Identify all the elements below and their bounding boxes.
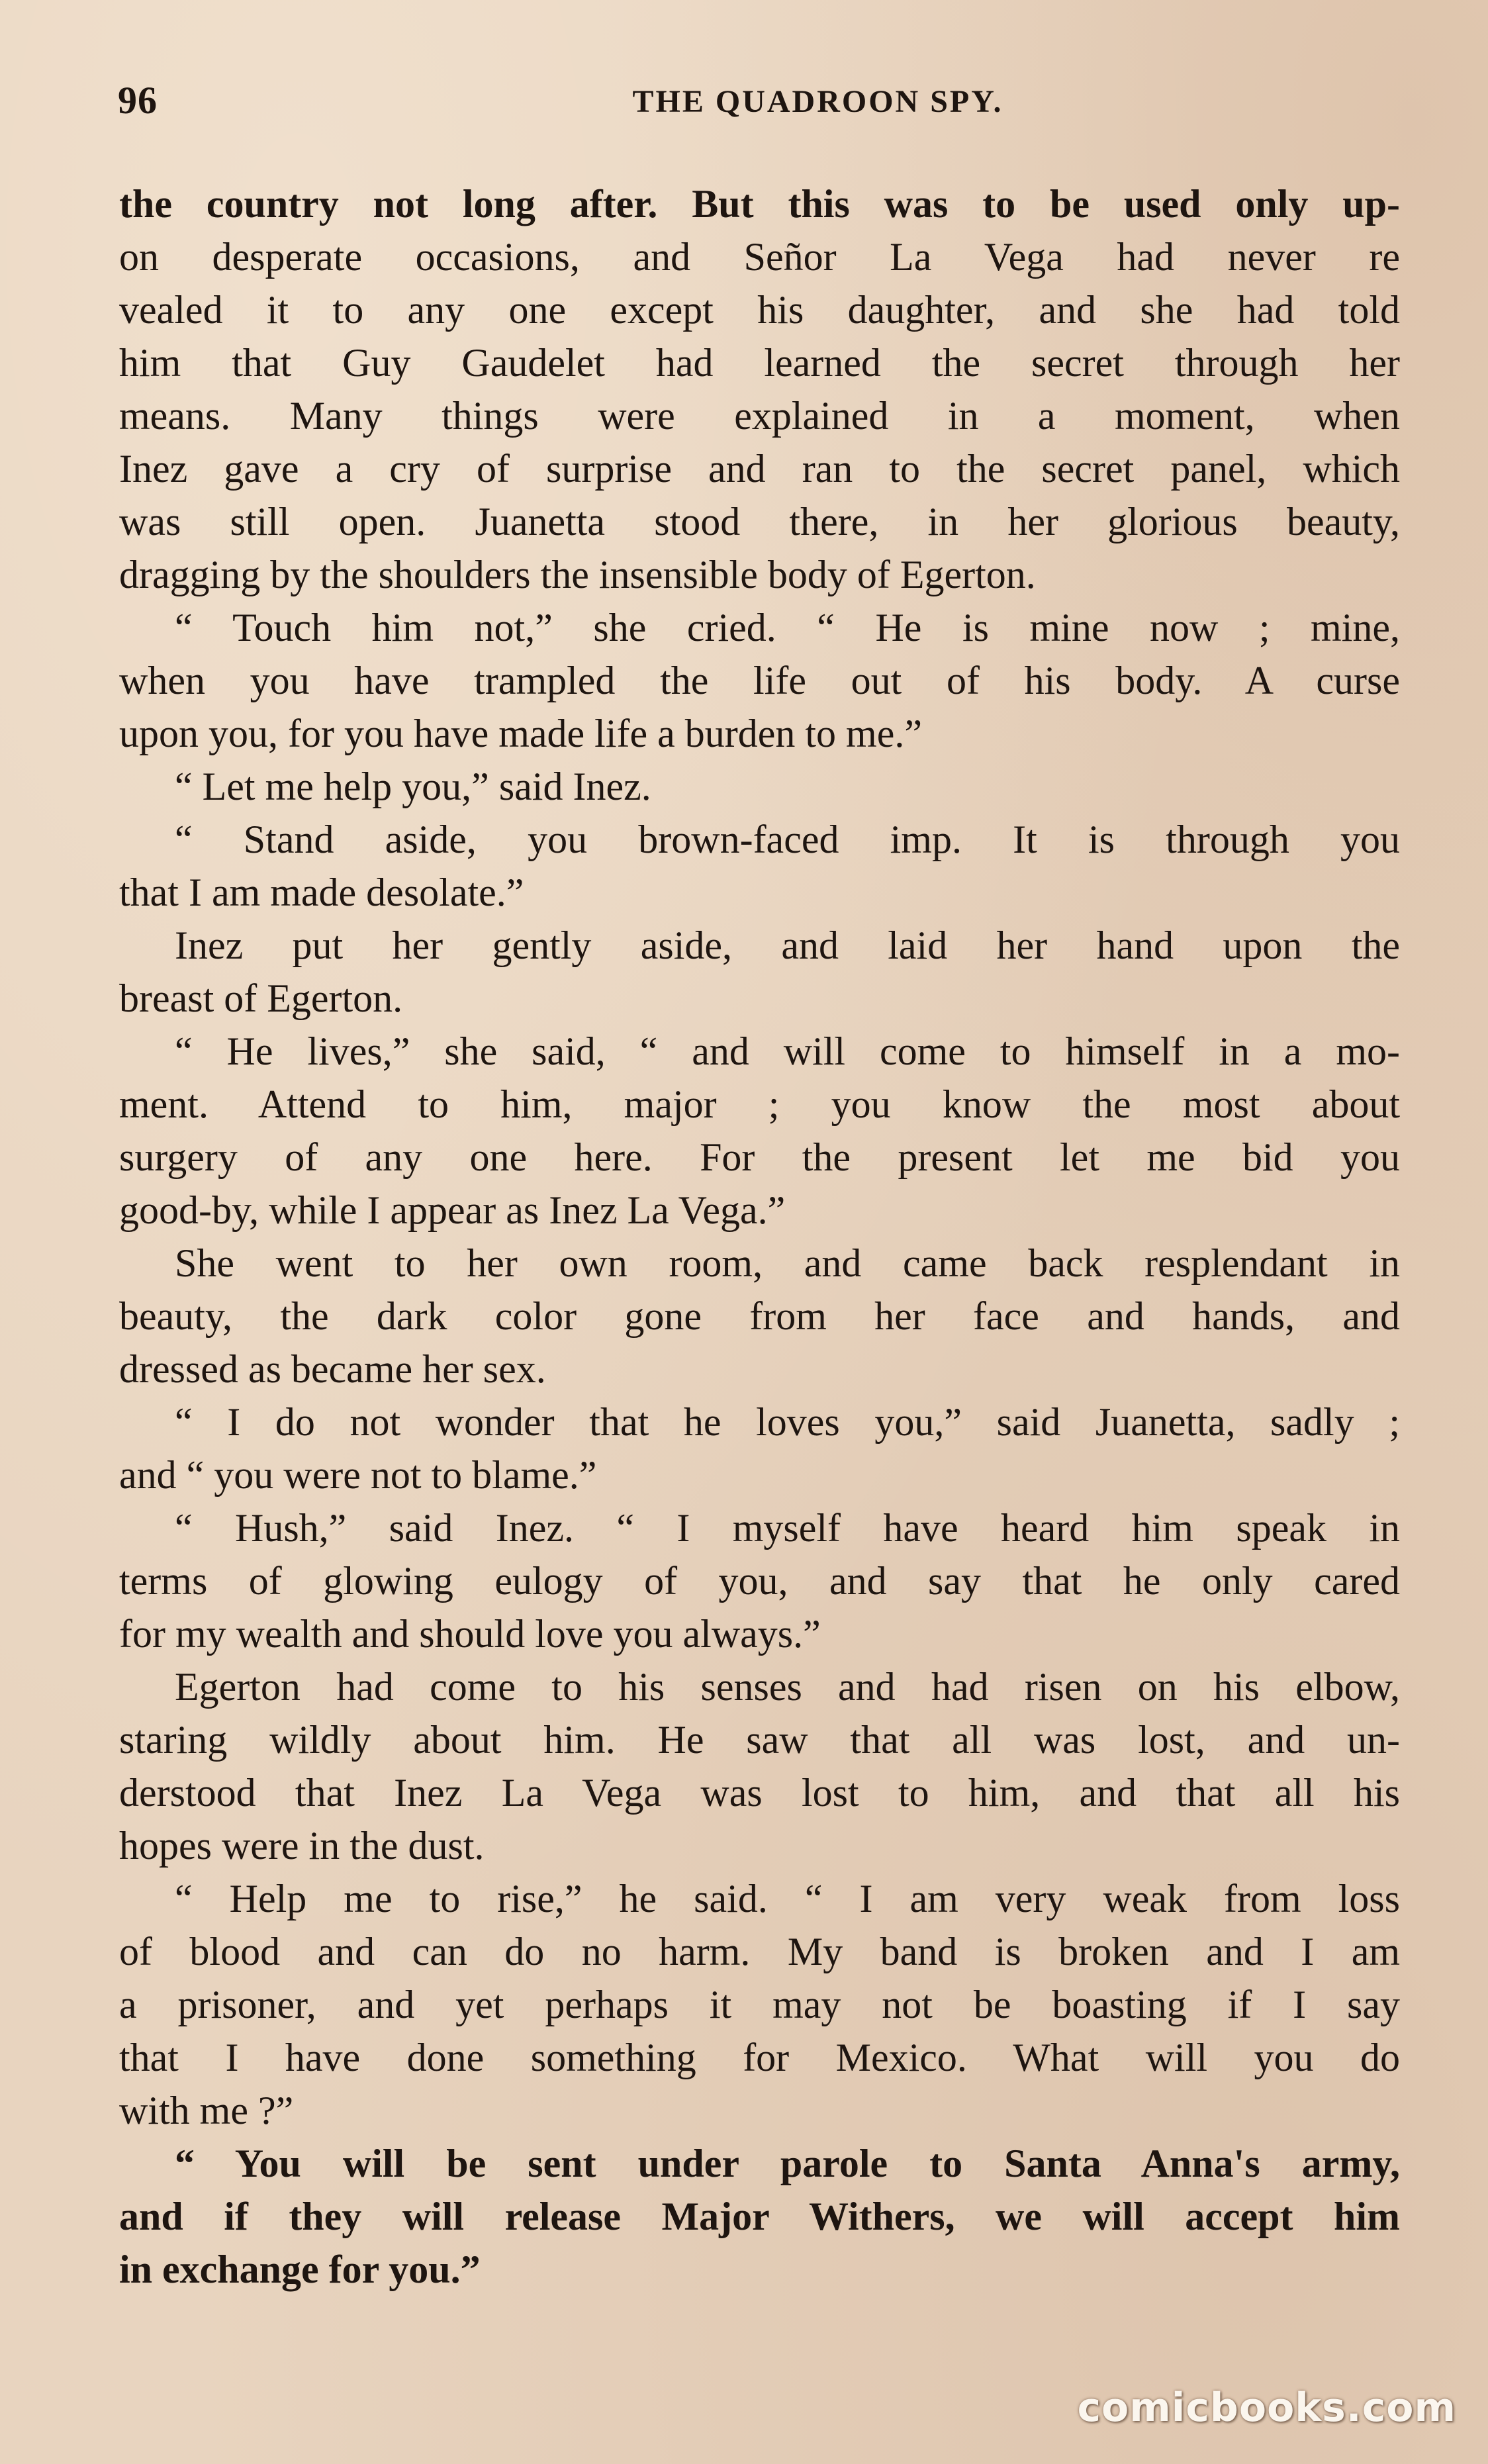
text-line: of blood and can do no harm. My band is broken and I am [119, 1930, 1400, 1973]
watermark-logo: comicbooks.com [1077, 2385, 1456, 2431]
text-line: a prisoner, and yet perhaps it may not be boasting if I say [119, 1983, 1400, 2026]
text-line: the country not long after. But this was to be used only up- [119, 182, 1400, 226]
text-line: and if they will release Major Withers, we will accept him [119, 2195, 1400, 2238]
text-line: “ Help me to rise,” he said. “ I am very weak from loss [175, 1877, 1400, 1920]
text-line: “ Stand aside, you brown-faced imp. It is through you [175, 818, 1400, 861]
text-line: “ Hush,” said Inez. “ I myself have heard him speak in [175, 1506, 1400, 1550]
text-line: dressed as became her sex. [119, 1347, 546, 1391]
page-header [118, 78, 1399, 124]
text-line: Inez gave a cry of surprise and ran to the secret panel, which [119, 447, 1400, 491]
text-line: terms of glowing eulogy of you, and say that he only cared [119, 1559, 1400, 1603]
body-text [119, 177, 1400, 2296]
text-line: upon you, for you have made life a burden to me.” [119, 712, 922, 755]
text-line: breast of Egerton. [119, 976, 403, 1020]
text-line: vealed it to any one except his daughter, and she had told [119, 288, 1400, 332]
text-line: with me ?” [119, 2089, 294, 2132]
text-line: “ You will be sent under parole to Santa Anna's army, [175, 2142, 1400, 2185]
running-head: THE QUADROON SPY. [632, 84, 1003, 119]
text-line: “ Let me help you,” said Inez. [175, 765, 651, 808]
text-line: was still open. Juanetta stood there, in her glorious beauty, [119, 500, 1400, 544]
text-line: that I have done something for Mexico. What will you do [119, 2036, 1400, 2079]
text-line: when you have trampled the life out of his body. A curse [119, 659, 1400, 702]
text-line: “ I do not wonder that he loves you,” said Juanetta, sadly ; [175, 1400, 1400, 1444]
text-line: and “ you were not to blame.” [119, 1453, 597, 1497]
text-line: on desperate occasions, and Señor La Vega had never re [119, 235, 1400, 279]
text-line: surgery of any one here. For the present let me bid you [119, 1135, 1400, 1179]
text-line: derstood that Inez La Vega was lost to him, and that all his [119, 1771, 1400, 1815]
text-line: ment. Attend to him, major ; you know the most about [119, 1082, 1400, 1126]
text-line: Inez put her gently aside, and laid her hand upon the [175, 924, 1400, 967]
text-line: that I am made desolate.” [119, 871, 524, 914]
text-line: Egerton had come to his senses and had risen on his elbow, [175, 1665, 1400, 1709]
text-line: staring wildly about him. He saw that all was lost, and un- [119, 1718, 1400, 1762]
text-line: good-by, while I appear as Inez La Vega.” [119, 1188, 786, 1232]
text-line: “ He lives,” she said, “ and will come to himself in a mo- [175, 1029, 1400, 1073]
text-line: in exchange for you.” [119, 2248, 481, 2291]
text-line: means. Many things were explained in a moment, when [119, 394, 1400, 438]
text-line: She went to her own room, and came back resplendant in [175, 1241, 1400, 1285]
text-line: beauty, the dark color gone from her face and hands, and [119, 1294, 1400, 1338]
text-line: him that Guy Gaudelet had learned the secret through her [119, 341, 1400, 385]
text-line: “ Touch him not,” she cried. “ He is mine now ; mine, [175, 606, 1400, 649]
text-line: dragging by the shoulders the insensible body of Egerton. [119, 553, 1036, 596]
text-line: hopes were in the dust. [119, 1824, 485, 1868]
text-line: for my wealth and should love you always.” [119, 1612, 821, 1656]
page-number: 96 [118, 79, 158, 122]
